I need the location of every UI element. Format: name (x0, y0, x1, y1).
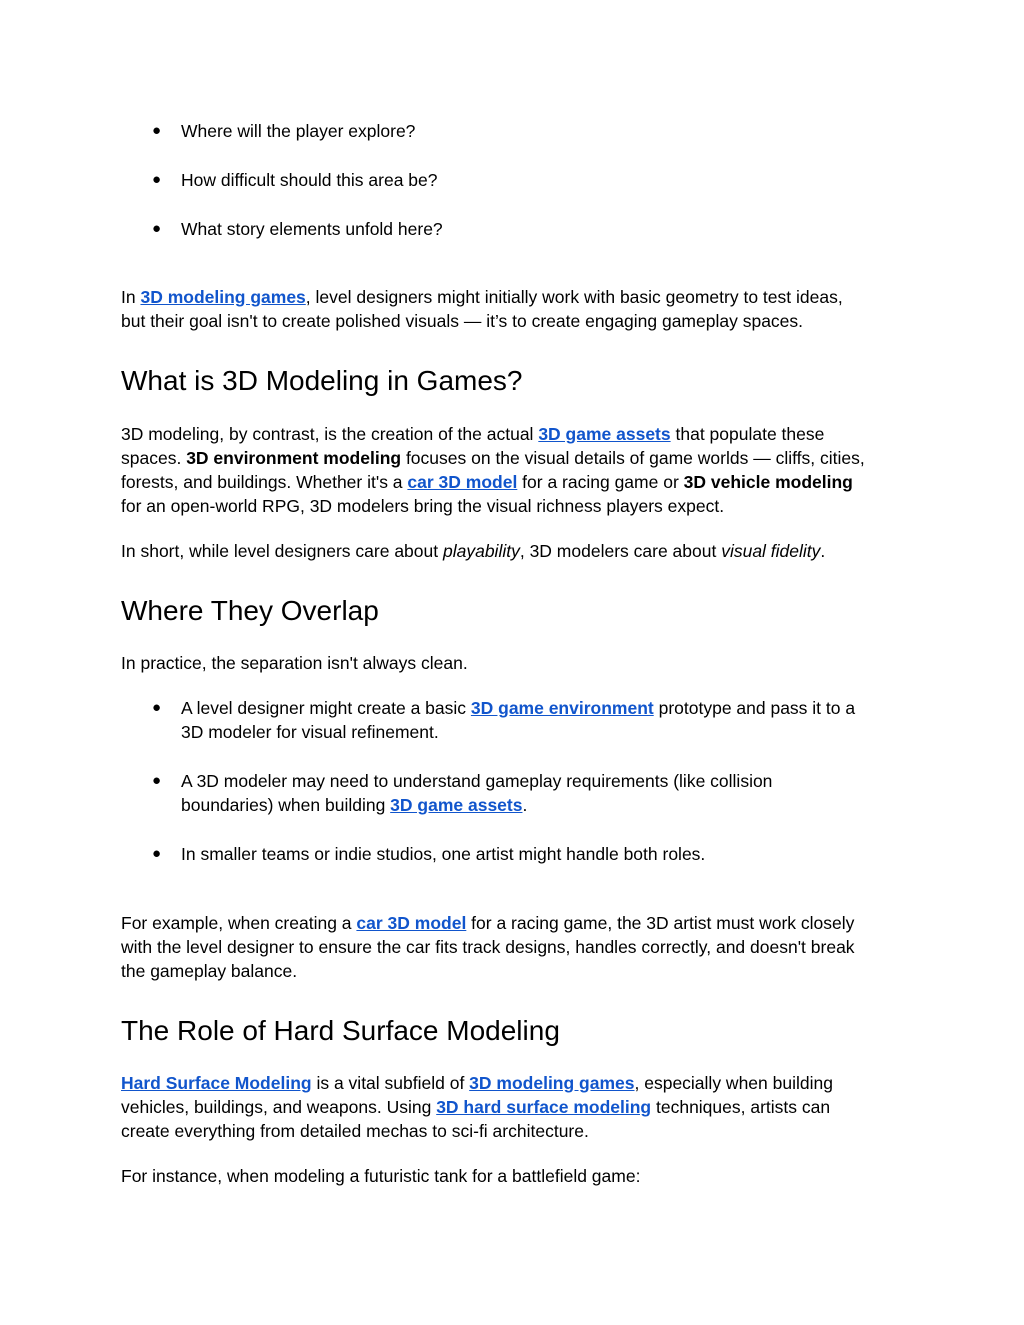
text-run: , level designers might initially work with basic geometry to test ideas, (305, 287, 843, 307)
line (121, 1071, 911, 1095)
list-item-text: What story elements unfold here? (181, 219, 443, 239)
line: 3D modeler for visual refinement. (181, 722, 439, 742)
link-3d-game-assets[interactable]: 3D game assets (538, 424, 671, 444)
line: for an open-world RPG, 3D modelers bring the visual richness players expect. (121, 496, 725, 516)
line (121, 446, 911, 470)
link-3d-modeling-games[interactable]: 3D modeling games (469, 1073, 635, 1093)
list-item-text (181, 696, 901, 744)
line: the gameplay balance. (121, 961, 298, 981)
text-run: 3D modeling, by contrast, is the creation of the actual (121, 424, 539, 444)
bullet-icon: ● (152, 699, 162, 716)
section1-paragraph-2 (121, 539, 911, 563)
text-run: , 3D modelers care about (519, 541, 722, 561)
link-3d-game-assets[interactable]: 3D game assets (390, 795, 523, 815)
line (121, 911, 911, 935)
link-3d-hard-surface-modeling[interactable]: 3D hard surface modeling (436, 1097, 652, 1117)
section-heading: The Role of Hard Surface Modeling (121, 1015, 560, 1046)
list-item-text: In smaller teams or indie studios, one artist might handle both roles. (181, 844, 706, 864)
intro-paragraph (121, 285, 911, 333)
bold-term: 3D environment modeling (186, 448, 402, 468)
bullet-icon: ● (152, 772, 162, 789)
text-run: spaces. (121, 448, 187, 468)
bullet-icon: ● (152, 171, 162, 188)
link-3d-game-environment[interactable]: 3D game environment (470, 698, 654, 718)
line: with the level designer to ensure the car fits track designs, handles correctly, and doesn't break (121, 937, 855, 957)
intro-line-2: but their goal isn't to create polished visuals — it’s to create engaging gameplay spaces. (121, 311, 804, 331)
text-run: prototype and pass it to a (653, 698, 856, 718)
text-run: In (121, 287, 141, 307)
list-item-text: Where will the player explore? (181, 121, 416, 141)
text-run: techniques, artists can (651, 1097, 831, 1117)
bold-term: 3D vehicle modeling (683, 472, 853, 492)
bullet-icon: ● (152, 845, 162, 862)
text-run: is a vital subfield of (311, 1073, 470, 1093)
text-run: boundaries) when building (181, 795, 391, 815)
list-item-text: How difficult should this area be? (181, 170, 438, 190)
bullet-icon: ● (152, 220, 162, 237)
line (121, 422, 911, 446)
section-heading: What is 3D Modeling in Games? (121, 365, 523, 396)
intro-line-1 (121, 285, 911, 309)
text-run: for a racing game or (517, 472, 684, 492)
text-run: , especially when building (634, 1073, 833, 1093)
text-run: In short, while level designers care about (121, 541, 443, 561)
list-item-text (181, 769, 901, 817)
text-run: vehicles, buildings, and weapons. Using (121, 1097, 437, 1117)
section3-paragraph-1 (121, 1071, 911, 1143)
line: A 3D modeler may need to understand gameplay requirements (like collision (181, 771, 773, 791)
text-run: A level designer might create a basic (181, 698, 471, 718)
section1-paragraph-1 (121, 422, 911, 518)
line: create everything from detailed mechas to sci-fi architecture. (121, 1121, 589, 1141)
link-3d-modeling-games[interactable]: 3D modeling games (140, 287, 306, 307)
link-hard-surface-modeling[interactable]: Hard Surface Modeling (121, 1073, 312, 1093)
section-heading: Where They Overlap (121, 595, 379, 626)
link-car-3d-model[interactable]: car 3D model (356, 913, 467, 933)
text-run: that populate these (670, 424, 825, 444)
line (181, 696, 901, 720)
text-run: For example, when creating a (121, 913, 357, 933)
section3-paragraph-2: For instance, when modeling a futuristic tank for a battlefield game: (121, 1166, 641, 1186)
section2-paragraph-1: In practice, the separation isn't always clean. (121, 653, 468, 673)
text-run: forests, and buildings. Whether it's a (121, 472, 408, 492)
text-run: . (522, 795, 528, 815)
italic-term: visual fidelity (721, 541, 821, 561)
text-run: . (820, 541, 826, 561)
link-car-3d-model[interactable]: car 3D model (407, 472, 518, 492)
line (121, 470, 911, 494)
line (181, 793, 901, 817)
text-run: focuses on the visual details of game worlds — cliffs, cities, (401, 448, 865, 468)
text-run: for a racing game, the 3D artist must work closely (466, 913, 855, 933)
section2-paragraph-2 (121, 911, 911, 983)
line (121, 1095, 911, 1119)
italic-term: playability (442, 541, 520, 561)
bullet-icon: ● (152, 122, 162, 139)
